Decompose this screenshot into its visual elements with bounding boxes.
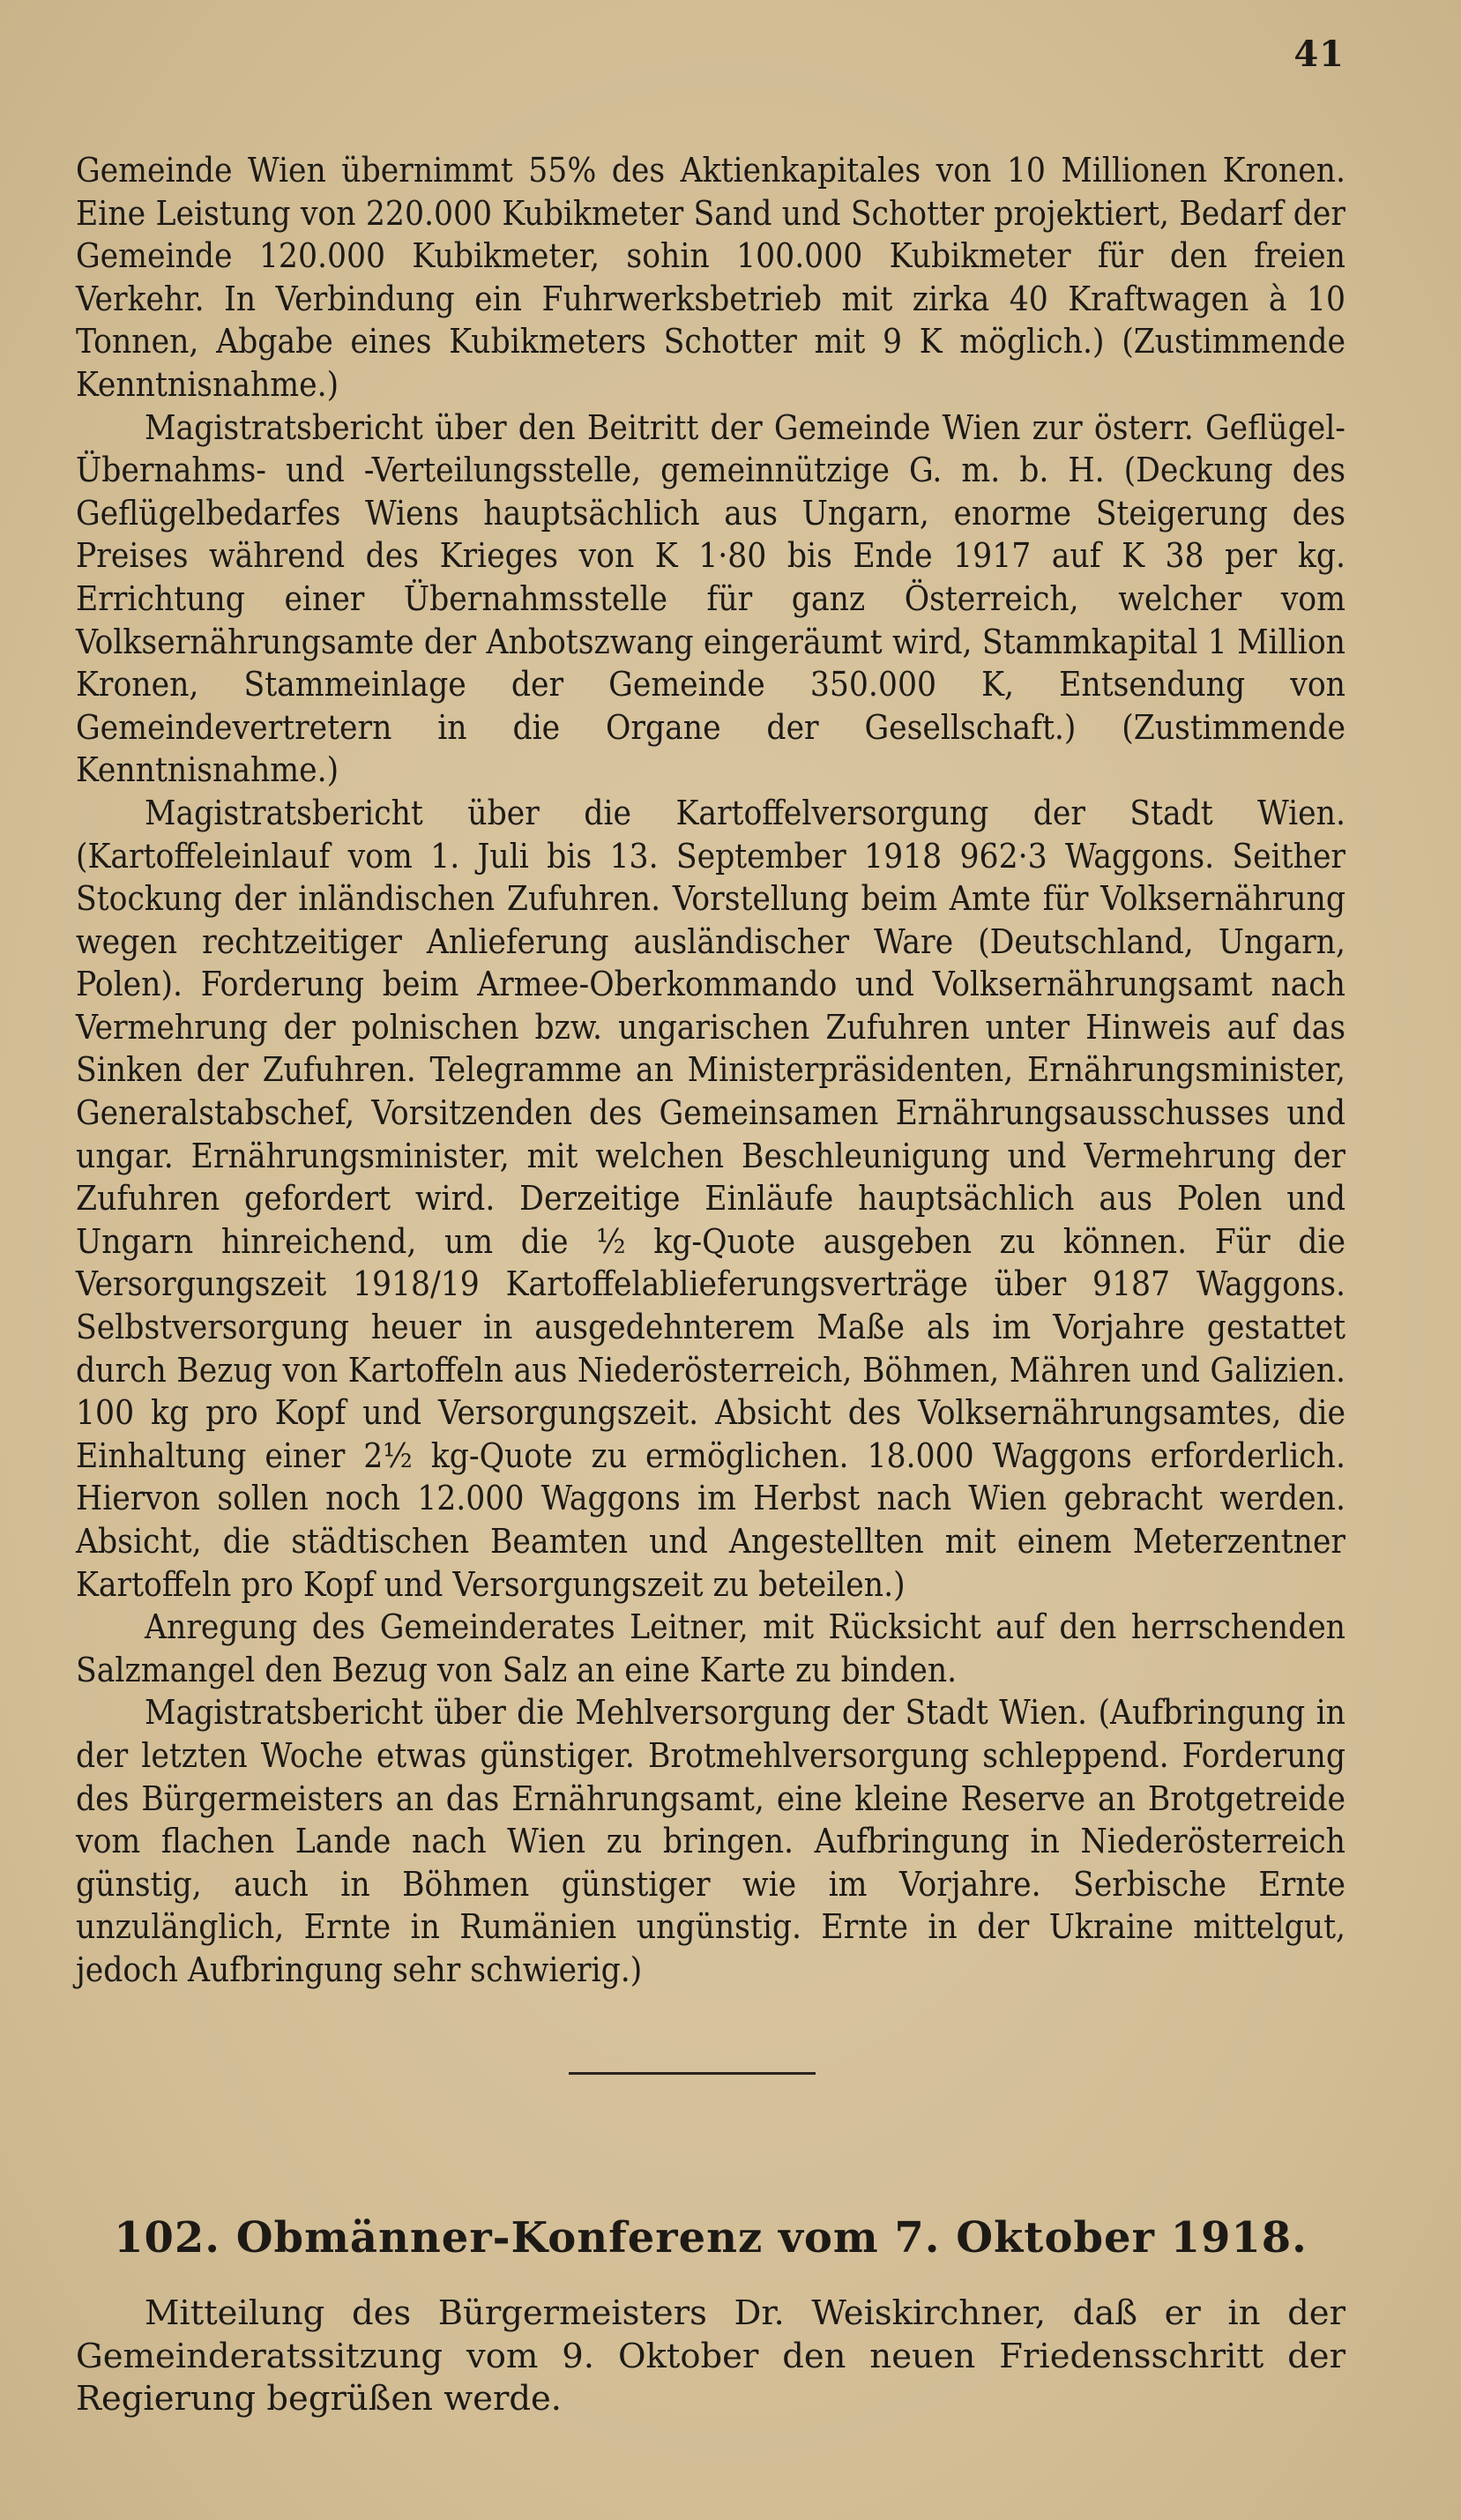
body-text <box>76 150 1345 1993</box>
paragraph: Magistratsbericht über die Kartoffelversorgung der Stadt Wien. (Kartoffeleinlauf vom 1. Juli bis 13. September 1918 962·3 Waggons. Seither Stockung der inländischen Zufuhren. Vorstellung beim Amte für Volksernährung wegen rechtzeitiger Anlieferung ausländischer Ware (Deutschland, Ungarn, Polen). Forderung beim Armee-Oberkommando und Volksernährungsamt nach Vermehrung der polnischen bzw. ungarischen Zufuhren unter Hinweis auf das Sinken der Zufuhren. Telegramme an Ministerpräsidenten, Ernährungsminister, Generalstabschef, Vorsitzenden des Gemeinsamen Ernährungsausschusses und ungar. Ernährungsminister, mit welchen Beschleunigung und Vermehrung der Zufuhren gefordert wird. Derzeitige Einläufe hauptsächlich aus Polen und Ungarn hinreichend, um die ½ kg-Quote ausgeben zu können. Für die Versorgungszeit 1918/19 Kartoffelablieferungsverträge über 9187 Waggons. Selbstversorgung heuer in ausgedehnterem Maße als im Vorjahre gestattet durch Bezug von Kartoffeln aus Niederösterreich, Böhmen, Mähren und Galizien. 100 kg pro Kopf und Versorgungszeit. Absicht des Volksernährungsamtes, die Einhaltung einer 2½ kg-Quote zu ermöglichen. 18.000 Waggons erforderlich. Hiervon sollen noch 12.000 Waggons im Herbst nach Wien gebracht werden. Absicht, die städtischen Beamten und Angestellten mit einem Meterzentner Kartoffeln pro Kopf und Versorgungszeit zu beteilen.) <box>76 793 1345 1605</box>
section-divider <box>569 2072 816 2075</box>
section-text <box>76 2293 1345 2421</box>
page-number: 41 <box>1293 34 1345 75</box>
paragraph: Magistratsbericht über den Beitritt der Gemeinde Wien zur österr. Geflügel-Übernahms- und -Verteilungsstelle, gemeinnützige G. m. b. H. (Deckung des Geflügelbedarfes Wiens hauptsächlich aus Ungarn, enorme Steigerung des Preises während des Krieges von K 1·80 bis Ende 1917 auf K 38 per kg. Errichtung einer Übernahmsstelle für ganz Österreich, welcher vom Volksernährungsamte der Anbotszwang eingeräumt wird, Stammkapital 1 Million Kronen, Stammeinlage der Gemeinde 350.000 K, Entsendung von Gemeindevertretern in die Organe der Gesellschaft.) (Zustimmende Kenntnisnahme.) <box>76 407 1345 791</box>
paragraph: Magistratsbericht über die Mehlversorgung der Stadt Wien. (Aufbringung in der letzten Woche etwas günstiger. Brotmehlversorgung schleppend. Forderung des Bürgermeisters an das Ernährungsamt, eine kleine Reserve an Brotgetreide vom flachen Lande nach Wien zu bringen. Aufbringung in Niederösterreich günstig, auch in Böhmen günstiger wie im Vorjahre. Serbische Ernte unzulänglich, Ernte in Rumänien ungünstig. Ernte in der Ukraine mittelgut, jedoch Aufbringung sehr schwierig.) <box>76 1693 1345 1990</box>
paragraph: Gemeinde Wien übernimmt 55% des Aktienkapitales von 10 Millionen Kronen. Eine Leistung von 220.000 Kubikmeter Sand und Schotter projektiert, Bedarf der Gemeinde 120.000 Kubikmeter, sohin 100.000 Kubikmeter für den freien Verkehr. In Verbindung ein Fuhrwerksbetrieb mit zirka 40 Kraftwagen à 10 Tonnen, Abgabe eines Kubikmeters Schotter mit 9 K möglich.) (Zustimmende Kenntnisnahme.) <box>76 151 1345 405</box>
section-title: 102. Obmänner-Konferenz vom 7. Oktober 1918. <box>114 2213 1308 2263</box>
paragraph: Mitteilung des Bürgermeisters Dr. Weiskirchner, daß er in der Gemeinderatssitzung vom 9. Oktober den neuen Friedensschritt der Regierung begrüßen werde. <box>76 2293 1345 2419</box>
paragraph: Anregung des Gemeinderates Leitner, mit Rücksicht auf den herrschenden Salzmangel den Bezug von Salz an eine Karte zu binden. <box>76 1607 1345 1690</box>
